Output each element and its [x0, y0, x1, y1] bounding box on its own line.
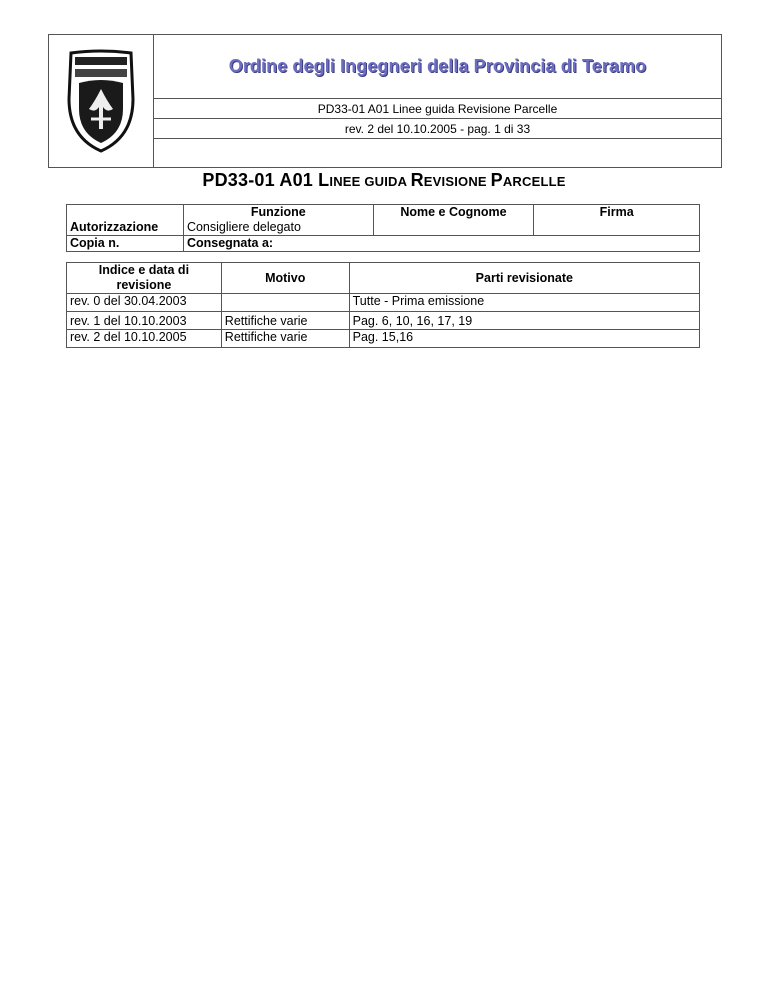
revision-index: rev. 0 del 30.04.2003	[67, 294, 222, 312]
revision-index: rev. 2 del 10.10.2005	[67, 330, 222, 348]
organization-title: Ordine degli Ingegneri della Provincia di Teramo	[228, 56, 647, 76]
firma-header: Firma	[534, 205, 700, 236]
document-code-cell	[154, 99, 721, 119]
parti-header: Parti revisionate	[349, 263, 699, 294]
revision-table	[66, 262, 700, 348]
table-row	[67, 205, 700, 221]
document-header	[48, 34, 722, 168]
revision-reason: Rettifiche varie	[221, 312, 349, 330]
revision-parts: Pag. 6, 10, 16, 17, 19	[349, 312, 699, 330]
authorization-table	[66, 204, 700, 252]
title-part: PD33-01 A01 L	[202, 170, 330, 190]
table-row	[67, 236, 700, 252]
title-part: P	[490, 170, 503, 190]
title-part: INEE GUIDA	[329, 174, 411, 189]
table-header-row	[67, 263, 700, 294]
nome-header: Nome e Cognome	[373, 205, 534, 236]
revision-info: rev. 2 del 10.10.2005 - pag. 1 di 33	[344, 121, 531, 136]
title-part: ARCELLE	[502, 174, 566, 189]
revision-reason	[221, 294, 349, 312]
indice-header: Indice e data di revisione	[67, 263, 222, 294]
copy-label: Copia n.	[67, 236, 184, 252]
motivo-header: Motivo	[221, 263, 349, 294]
document-code: PD33-01 A01 Linee guida Revisione Parcelle	[317, 101, 558, 116]
revision-parts: Tutte - Prima emissione	[349, 294, 699, 312]
table-row	[67, 294, 700, 312]
table-row	[67, 312, 700, 330]
consegnata-label: Consegnata a:	[183, 236, 699, 252]
authorization-label: Autorizzazione	[67, 205, 184, 236]
revision-index: rev. 1 del 10.10.2003	[67, 312, 222, 330]
crest-seal-icon	[65, 49, 137, 153]
revision-reason: Rettifiche varie	[221, 330, 349, 348]
organization-cell	[154, 35, 721, 99]
funzione-header: Funzione	[183, 205, 373, 221]
title-part: R	[410, 170, 424, 190]
funzione-value: Consigliere delegato	[183, 220, 373, 236]
document-title	[0, 170, 768, 191]
title-part: EVISIONE	[423, 174, 491, 189]
revision-info-cell	[154, 119, 721, 139]
revision-parts: Pag. 15,16	[349, 330, 699, 348]
logo-cell	[49, 35, 154, 167]
table-row	[67, 330, 700, 348]
